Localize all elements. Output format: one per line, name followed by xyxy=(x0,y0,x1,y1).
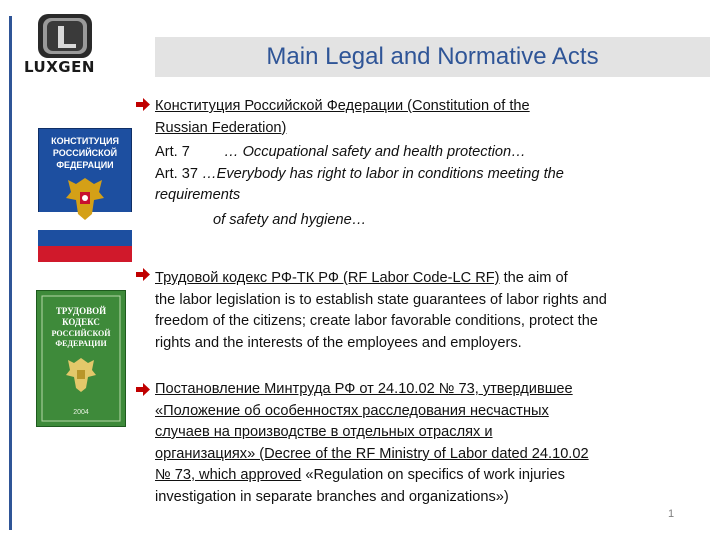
constitution-book-line1: КОНСТИТУЦИЯ xyxy=(51,136,119,146)
decree-line5 xyxy=(155,465,700,487)
labor-code-book-image xyxy=(36,290,126,427)
bullet-decree xyxy=(155,379,700,508)
labor-code-text1: the aim of xyxy=(499,270,568,286)
art7-line xyxy=(155,142,685,164)
labor-book-line3: РОССИЙСКОЙ xyxy=(51,329,111,338)
page-title: Main Legal and Normative Acts xyxy=(266,43,599,70)
page-number: 1 xyxy=(668,508,675,520)
decree-line4: организациях» (Decree of the RF Ministry of Labor dated 24.10.02 xyxy=(155,445,589,462)
decree-line2: «Положение об особенностях расследования несчастных xyxy=(155,402,549,419)
labor-book-line1: ТРУДОВОЙ xyxy=(55,306,107,316)
labor-book-line2: КОДЕКС xyxy=(62,317,100,327)
labor-code-heading: Трудовой кодекс РФ-ТК РФ (RF Labor Code-LC RF) xyxy=(155,270,500,286)
constitution-heading: Конституция Российской Федерации (Constitution of the xyxy=(155,98,530,114)
labor-code-line4: rights and the interests of the employees and employers. xyxy=(155,334,522,351)
decree-line5a: № 73, which approved xyxy=(155,467,302,483)
left-accent-rule xyxy=(9,16,12,530)
art37-text-end: of safety and hygiene… xyxy=(213,211,367,228)
constitution-heading-cont: Russian Federation) xyxy=(155,119,287,136)
constitution-book-line2: РОССИЙСКОЙ xyxy=(52,148,118,158)
art37-label: Art. 37 xyxy=(155,165,198,182)
art7-text: … Occupational safety and health protection… xyxy=(223,144,526,160)
constitution-book-image xyxy=(38,128,132,262)
art7-label: Art. 7 xyxy=(155,144,190,160)
decree-line6: investigation in separate branches and organizations») xyxy=(155,488,509,505)
arrow-bullet-icon xyxy=(135,383,151,396)
decree-line3: случаев на производстве в отдельных отраслях и xyxy=(155,424,493,440)
decree-line1: Постановление Минтруда РФ от 24.10.02 № 73, утвердившее xyxy=(155,381,573,397)
labor-code-line2: the labor legislation is to establish state guarantees of labor rights and xyxy=(155,291,607,308)
bullet-labor-code xyxy=(155,268,695,354)
constitution-book-line3: ФЕДЕРАЦИИ xyxy=(56,160,114,170)
bullet-constitution xyxy=(155,96,685,231)
arrow-bullet-icon xyxy=(135,98,151,111)
brand-wordmark: LUXGEN xyxy=(24,58,95,76)
labor-book-year: 2004 xyxy=(73,409,89,416)
arrow-bullet-icon xyxy=(135,268,151,281)
decree-line5b: «Regulation on specifics of work injuries xyxy=(301,467,565,483)
art37-line xyxy=(155,164,685,186)
labor-code-line3: freedom of the citizens; create labor favorable conditions, protect the xyxy=(155,313,598,329)
art37-text-cont: requirements xyxy=(155,187,241,203)
labor-code-line1 xyxy=(155,268,695,290)
labor-book-line4: ФЕДЕРАЦИИ xyxy=(55,339,107,348)
art37-text: …Everybody has right to labor in conditions meeting the xyxy=(202,165,564,182)
